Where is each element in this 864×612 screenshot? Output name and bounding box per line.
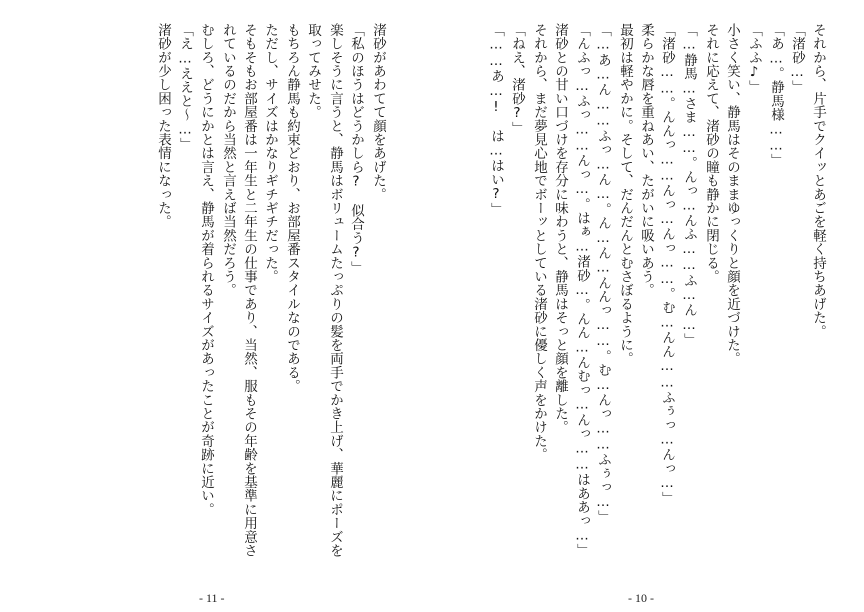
text-line: 「ねえ、渚砂?」	[509, 23, 525, 136]
text-line: 渚砂が少し困った表情になった。	[155, 23, 171, 229]
text-line: 「ふふ♪」	[746, 23, 762, 94]
text-line: 渚砂があわてて顔をあげた。	[370, 23, 386, 202]
text-line: そもそもお部屋番は一年生と二年生の仕事であり、当然、服もその年齢を基準に用意さ	[241, 23, 257, 558]
text-line: 「……あ…! は…はい?」	[488, 23, 504, 217]
text-line: 取ってみせた。	[305, 23, 321, 119]
text-line: それに応えて、渚砂の瞳も静かに閉じる。	[703, 23, 719, 284]
text-line: それから、片手でクイッとあごを軽く持ちあげた。	[810, 23, 826, 339]
text-line: 柔らかな唇を重ねあい、たがいに吸いあう。	[638, 23, 654, 297]
page-number: - 11 -	[199, 591, 225, 605]
text-line: 最初は軽やかに。そして、だんだんとむさぼるように。	[617, 23, 633, 366]
text-line: むしろ、どうにかとは言え、静馬が着られるサイズがあったことが奇跡に近い。	[198, 23, 214, 517]
text-line: 「…静馬…さま……。んっ…んふ……ふ…ん…」	[681, 23, 697, 347]
text-line: それから、まだ夢見心地でボーッとしている渚砂に優しく声をかけた。	[531, 23, 547, 462]
text-line: 渚砂との甘い口づけを存分に味わうと、静馬はそっと顔を離した。	[552, 23, 568, 434]
text-line: 小さく笑い、静馬はそのままゆっくりと顔を近づけた。	[724, 23, 740, 366]
text-line: もちろん静馬も約束どおり、お部屋番スタイルなのである。	[284, 23, 300, 393]
text-line: 楽しそうに言うと、静馬はボリュームたっぷりの髪を両手でかき上げ、華麗にポーズを	[327, 23, 343, 558]
text-line: 「渚砂…」	[789, 23, 805, 94]
text-line: 「あ…。静馬様……」	[768, 23, 784, 168]
text-line: れているのだから当然と言えば当然だろう。	[220, 23, 236, 297]
text-line: 「え…ええと～…」	[177, 23, 193, 152]
text-line: 「んふっ…ふっ……んっ…。はぁ…渚砂…。んん…んむっ…んっ……はああっ…」	[574, 23, 590, 558]
text-line: 「…あ…ん……ふっ…ん…。ん…ん…んんっ……。む…んっ……ふぅっ…」	[595, 23, 611, 524]
page-number: - 10 -	[628, 591, 654, 605]
text-line: 「渚砂……。んんっ……んっ…んっ……。む…んん……ふぅっ…んっ…」	[659, 23, 675, 506]
text-line: 「私のほうはどうかしら? 似合う?」	[348, 23, 364, 275]
text-line: ただし、サイズはかなりギチギチだった。	[262, 23, 278, 284]
page-10	[432, 0, 864, 612]
